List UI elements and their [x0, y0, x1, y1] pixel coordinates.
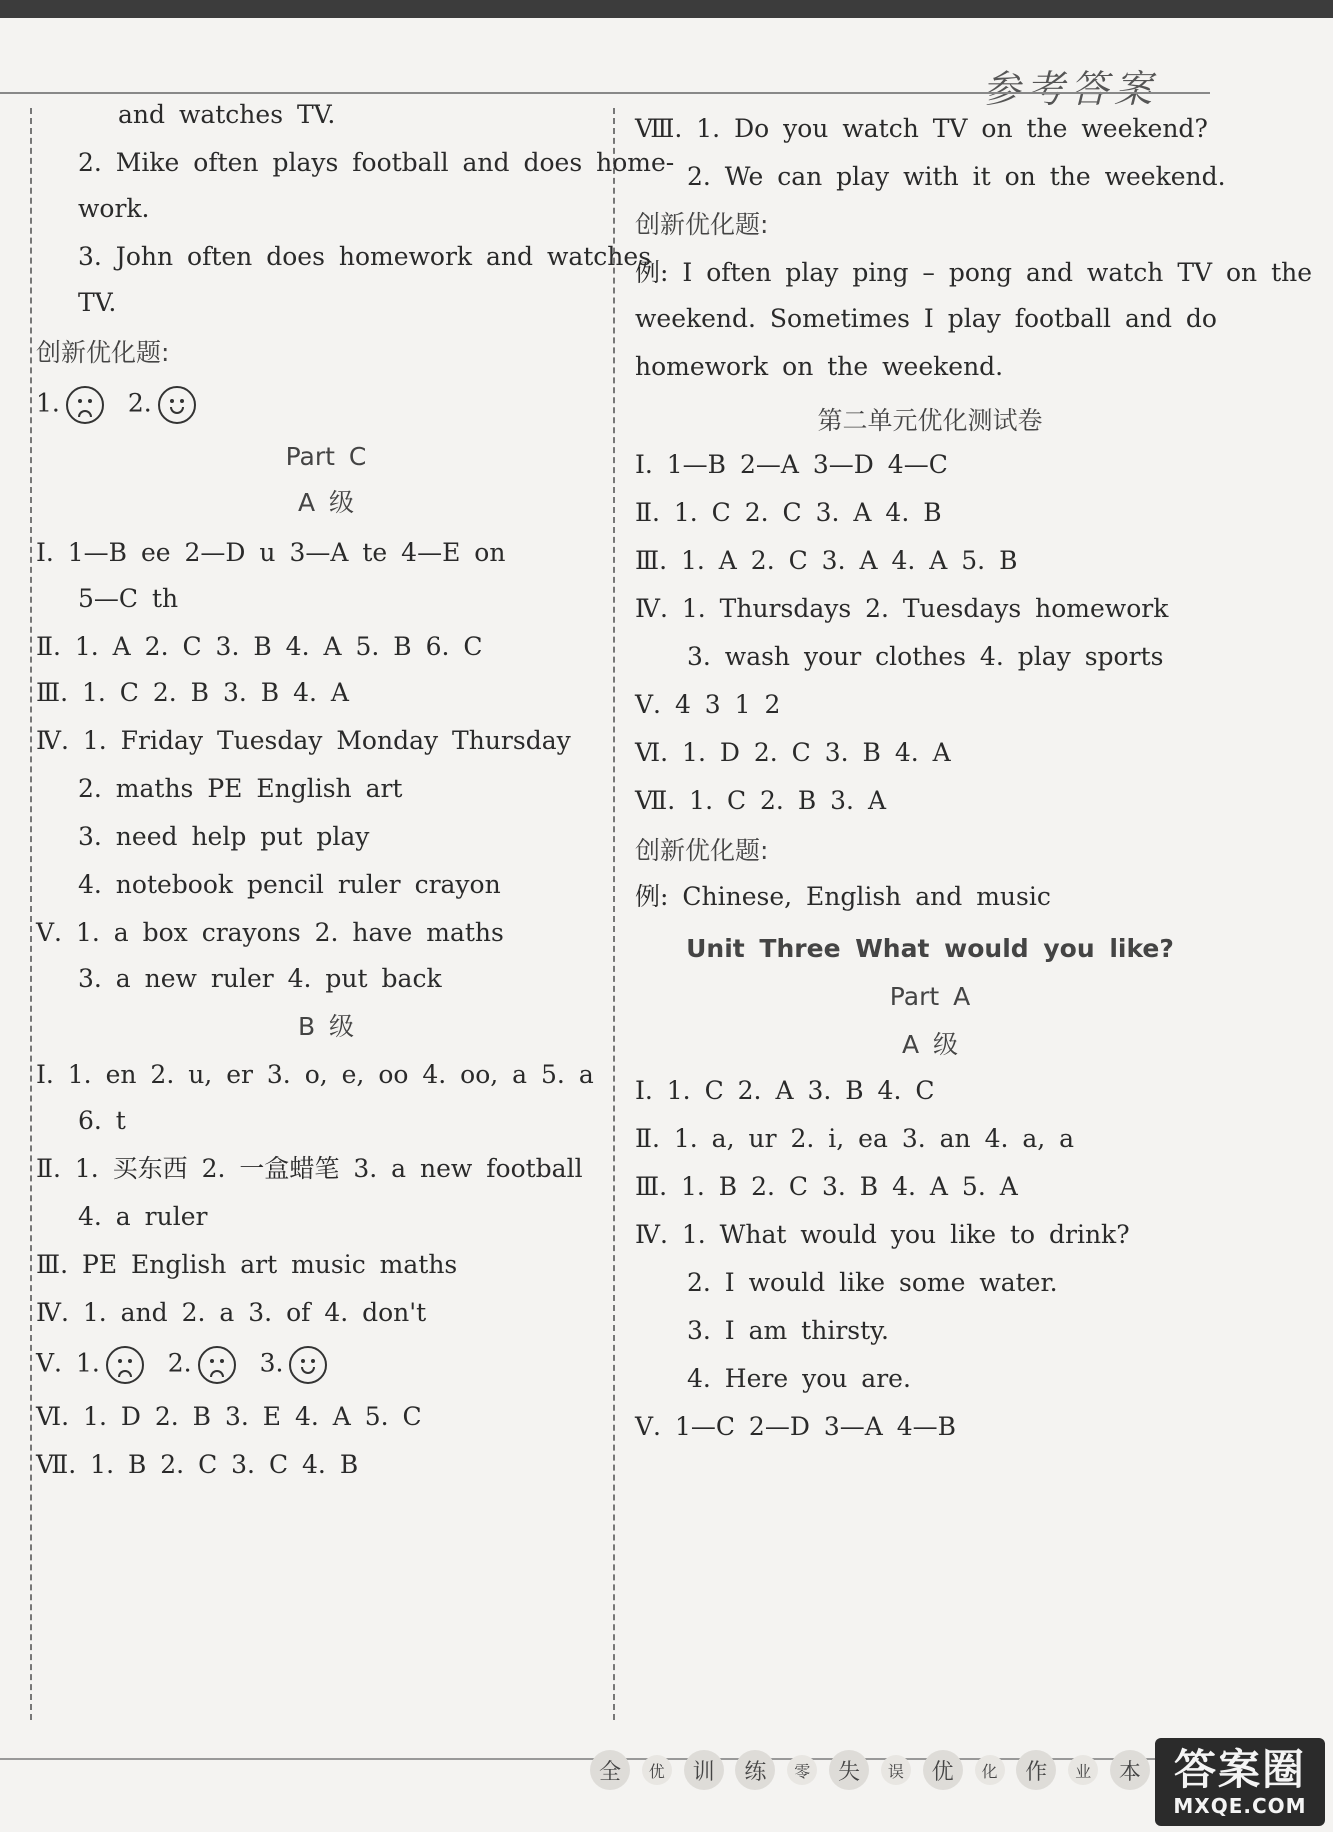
footer-char: 失: [829, 1750, 869, 1790]
answer-line: Ⅶ. 1. C 2. B 3. A: [635, 786, 887, 815]
unit-title: Unit Three What would you like?: [686, 934, 1174, 963]
answer-line: Ⅵ. 1. D 2. B 3. E 4. A 5. C: [36, 1402, 422, 1431]
answer-line: Ⅶ. 1. B 2. C 3. C 4. B: [36, 1450, 359, 1479]
footer-char: 训: [684, 1750, 724, 1790]
answer-line: 5—C th: [78, 584, 179, 613]
answer-line: Ⅴ. 4 3 1 2: [635, 690, 781, 719]
unit-test-heading: 第二单元优化测试卷: [817, 406, 1043, 435]
answer-line: Ⅰ. 1. C 2. A 3. B 4. C: [635, 1076, 935, 1105]
answer-line: Ⅱ. 1. 买东西 2. 一盒蜡笔 3. a new football: [36, 1154, 583, 1183]
footer-char: 误: [881, 1755, 911, 1785]
footer-char: 优: [642, 1755, 672, 1785]
footer-char: 化: [975, 1755, 1005, 1785]
section-heading: 创新优化题:: [36, 338, 170, 367]
part-heading: Part A: [889, 982, 971, 1011]
level-heading: A 级: [901, 1030, 959, 1059]
site-watermark-logo: [1155, 1738, 1325, 1826]
answer-number: 3.: [259, 1348, 284, 1378]
part-heading: Part C: [285, 442, 367, 471]
header-rule: [0, 92, 1210, 94]
answer-line: 2. We can play with it on the weekend.: [687, 162, 1226, 191]
answer-line: work.: [78, 194, 150, 223]
answer-line: Ⅴ. 1—C 2—D 3—A 4—B: [635, 1412, 957, 1441]
answer-line: Ⅰ. 1—B 2—A 3—D 4—C: [635, 450, 948, 479]
answer-line: Ⅳ. 1. and 2. a 3. of 4. don't: [36, 1298, 427, 1327]
footer-char: 零: [787, 1755, 817, 1785]
answer-line: 3. wash your clothes 4. play sports: [687, 642, 1164, 671]
footer-decorative-strip: [590, 1742, 1150, 1798]
answer-line: Ⅱ. 1. C 2. C 3. A 4. B: [635, 498, 942, 527]
answer-line: 例: I often play ping – pong and watch TV on the: [635, 258, 1313, 287]
answer-line: 2. I would like some water.: [687, 1268, 1058, 1297]
sad-face-icon: [66, 386, 104, 424]
page-header-title: 参考答案: [981, 67, 1158, 111]
answer-number: Ⅴ. 1.: [36, 1348, 100, 1378]
answer-line: Ⅰ. 1. en 2. u, er 3. o, e, oo 4. oo, a 5. a: [36, 1060, 594, 1089]
footer-char: 优: [923, 1750, 963, 1790]
answer-line: 2. Mike often plays football and does home-: [78, 148, 675, 177]
answer-line: 例: Chinese, English and music: [635, 882, 1051, 911]
answer-line: Ⅲ. 1. C 2. B 3. B 4. A: [36, 678, 349, 707]
level-heading: A 级: [297, 488, 355, 517]
answer-number: 1.: [36, 388, 60, 418]
section-heading: 创新优化题:: [635, 836, 769, 865]
sad-face-icon: [106, 1346, 144, 1384]
answer-line: Ⅷ. 1. Do you watch TV on the weekend?: [635, 114, 1208, 143]
answer-line: Ⅰ. 1—B ee 2—D u 3—A te 4—E on: [36, 538, 506, 567]
happy-face-icon: [158, 386, 196, 424]
answer-line: homework on the weekend.: [635, 352, 1004, 381]
answer-line: Ⅳ. 1. Thursdays 2. Tuesdays homework: [635, 594, 1169, 623]
answer-number: 2.: [127, 388, 152, 418]
answer-line: Ⅱ. 1. a, ur 2. i, ea 3. an 4. a, a: [635, 1124, 1075, 1153]
column-divider: [613, 108, 615, 1720]
face-answer-line: [36, 386, 206, 424]
answer-line: 3. John often does homework and watches: [78, 242, 652, 271]
answer-line: 3. I am thirsty.: [687, 1316, 889, 1345]
watermark-main-text: 答案圈: [1173, 1745, 1306, 1794]
level-heading: B 级: [297, 1012, 355, 1041]
answer-line: and watches TV.: [118, 100, 336, 129]
answer-line: Ⅲ. PE English art music maths: [36, 1250, 458, 1279]
answer-number: 2.: [167, 1348, 192, 1378]
answer-line: Ⅲ. 1. A 2. C 3. A 4. A 5. B: [635, 546, 1018, 575]
answer-line: 6. t: [78, 1106, 126, 1135]
happy-face-icon: [289, 1346, 327, 1384]
face-answer-line: [36, 1346, 337, 1384]
answer-line: Ⅵ. 1. D 2. C 3. B 4. A: [635, 738, 951, 767]
answer-line: 4. Here you are.: [687, 1364, 911, 1393]
sad-face-icon: [198, 1346, 236, 1384]
answer-line: TV.: [78, 288, 117, 317]
footer-char: 作: [1016, 1750, 1056, 1790]
section-heading: 创新优化题:: [635, 210, 769, 239]
answer-line: Ⅳ. 1. What would you like to drink?: [635, 1220, 1130, 1249]
footer-char: 本: [1110, 1750, 1150, 1790]
answer-line: Ⅲ. 1. B 2. C 3. B 4. A 5. A: [635, 1172, 1018, 1201]
top-border: [0, 0, 1333, 18]
answer-line: 3. need help put play: [78, 822, 370, 851]
answer-line: 4. a ruler: [78, 1202, 208, 1231]
footer-char: 业: [1068, 1755, 1098, 1785]
answer-line: Ⅴ. 1. a box crayons 2. have maths: [36, 918, 504, 947]
answer-line: 2. maths PE English art: [78, 774, 403, 803]
answer-line: Ⅱ. 1. A 2. C 3. B 4. A 5. B 6. C: [36, 632, 483, 661]
footer-char: 全: [590, 1750, 630, 1790]
answer-line: 4. notebook pencil ruler crayon: [78, 870, 501, 899]
left-margin-divider: [30, 108, 32, 1720]
answer-line: weekend. Sometimes I play football and do: [635, 304, 1217, 333]
answer-line: 3. a new ruler 4. put back: [78, 964, 442, 993]
answer-line: Ⅳ. 1. Friday Tuesday Monday Thursday: [36, 726, 571, 755]
watermark-url-text: MXQE.COM: [1173, 1794, 1307, 1818]
footer-char: 练: [735, 1750, 775, 1790]
